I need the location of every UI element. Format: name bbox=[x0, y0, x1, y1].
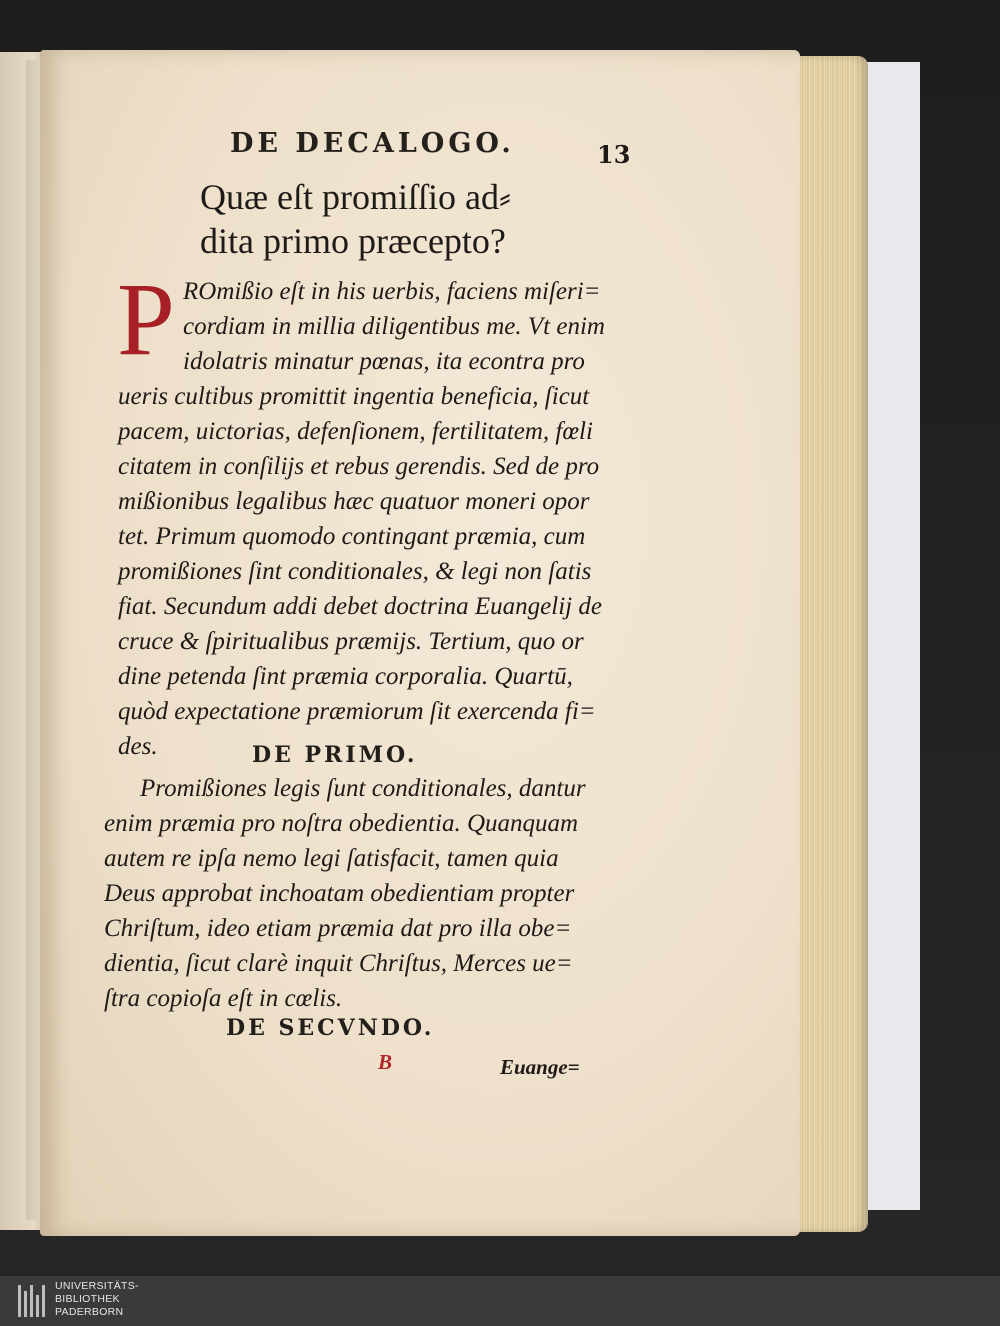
body-line: citatem in conſilijs et rebus gerendis. Sed de pro bbox=[118, 453, 600, 480]
section-line: dientia, ſicut clarè inquit Chriſtus, Merces ue= bbox=[104, 950, 573, 977]
section-line: enim præmia pro noſtra obedientia. Quanquam bbox=[104, 810, 579, 837]
section-line: ſtra copioſa eſt in cœlis. bbox=[104, 985, 343, 1012]
library-name bbox=[55, 1280, 139, 1319]
body-line: cruce & ſpiritualibus præmijs. Tertium, quo or bbox=[118, 628, 584, 655]
section-line: Deus approbat inchoatam obedientiam propter bbox=[104, 880, 575, 907]
body-line: idolatris minatur pœnas, ita econtra pro bbox=[183, 348, 585, 375]
running-head: DE DECALOGO. bbox=[230, 128, 515, 159]
body-line: cordiam in millia diligentibus me. Vt enim bbox=[183, 313, 605, 340]
library-name-line-2: BIBLIOTHEK bbox=[55, 1293, 120, 1305]
library-logo-icon bbox=[18, 1285, 48, 1317]
body-line: mißionibus legalibus hæc quatuor moneri opor bbox=[118, 488, 590, 515]
chapter-title-line-1: Quæ eſt promiſſio ad⸗ bbox=[200, 177, 511, 217]
page-number: 13 bbox=[597, 140, 631, 169]
body-line: pacem, uictorias, defenſionem, fertilitatem, fœli bbox=[118, 418, 593, 445]
drop-cap-initial: P bbox=[117, 262, 175, 377]
body-line: des. bbox=[118, 733, 158, 760]
section-heading-secundo: DE SECVNDO. bbox=[226, 1015, 435, 1041]
body-line: tet. Primum quomodo contingant præmia, cum bbox=[118, 523, 586, 550]
section-line: autem re ipſa nemo legi ſatisfacit, tamen quia bbox=[104, 845, 559, 872]
chapter-title-line-2: dita primo præcepto? bbox=[200, 221, 506, 261]
footer-bar bbox=[0, 1276, 1000, 1326]
body-line: ueris cultibus promittit ingentia beneficia, ſicut bbox=[118, 383, 590, 410]
section-line: Promißiones legis ſunt conditionales, dantur bbox=[140, 775, 586, 802]
section-line: Chriſtum, ideo etiam præmia dat pro illa obe= bbox=[104, 915, 572, 942]
catchword: Euange= bbox=[500, 1055, 580, 1079]
body-line: fiat. Secundum addi debet doctrina Euangelij de bbox=[118, 593, 602, 620]
library-name-line-3: PADERBORN bbox=[55, 1306, 124, 1318]
section-heading-primo: DE PRIMO. bbox=[252, 742, 418, 768]
signature-mark: B bbox=[378, 1050, 393, 1074]
body-line: promißiones ſint conditionales, & legi non ſatis bbox=[118, 558, 592, 585]
library-name-line-1: UNIVERSITÄTS- bbox=[55, 1280, 139, 1292]
body-line: ROmißio eſt in his uerbis, faciens miſeri= bbox=[183, 278, 601, 305]
body-line: quòd expectatione præmiorum ſit exercenda fi= bbox=[118, 698, 596, 725]
body-line: dine petenda ſint præmia corporalia. Quartū, bbox=[118, 663, 573, 690]
